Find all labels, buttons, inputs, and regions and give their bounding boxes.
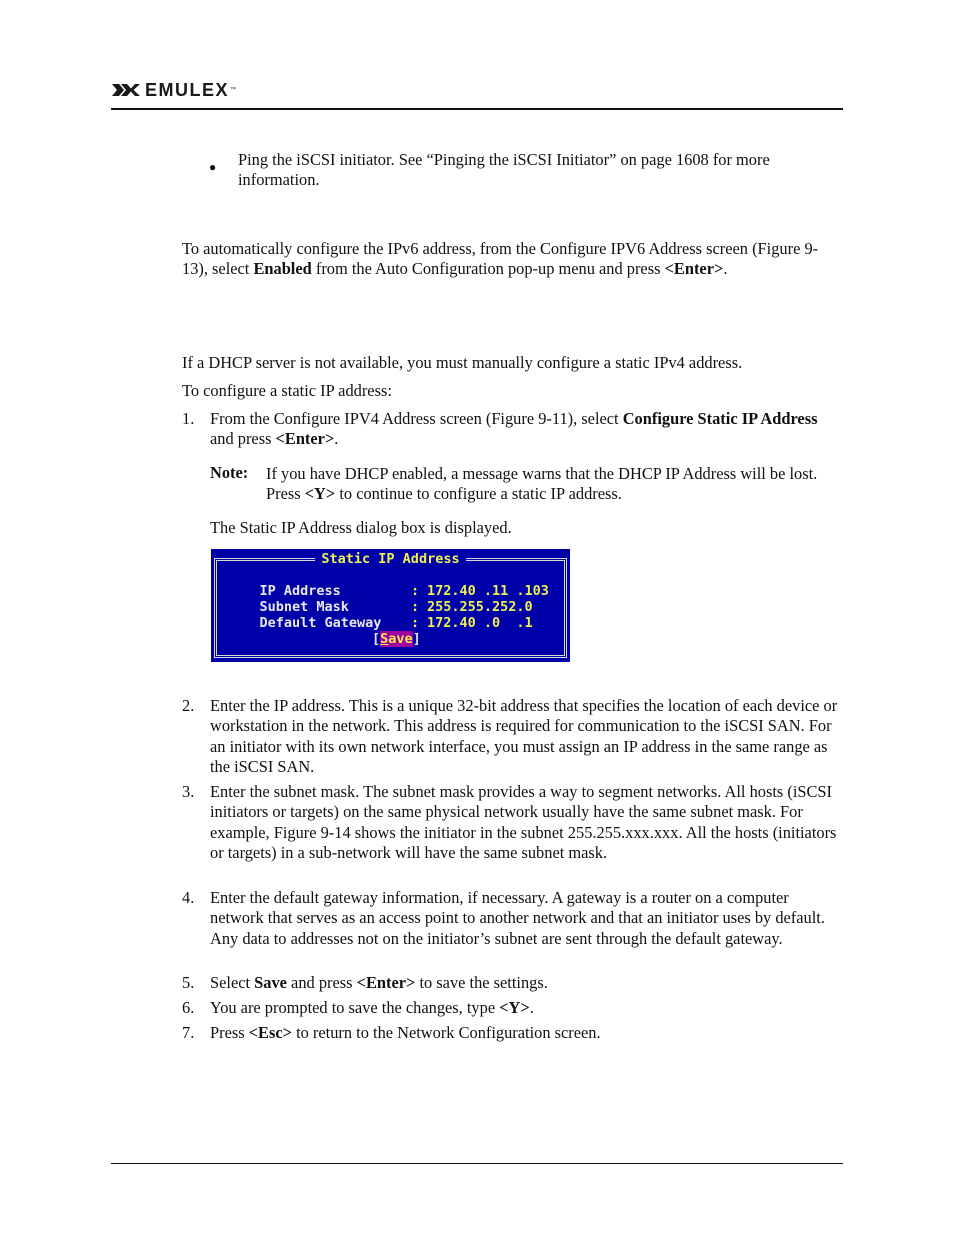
step-1-text: From the Configure IPV4 Address screen (Figure 9-11), select Configure Static IP Address and press <Enter>. xyxy=(210,409,818,449)
bullet-text: Ping the iSCSI initiator. See “Pinging the iSCSI Initiator” on page 1608 for more information. xyxy=(238,150,770,190)
save-bracket-open: [ xyxy=(372,631,381,647)
note-text: If you have DHCP enabled, a message warns that the DHCP IP Address will be lost. Press <Y> to continue to configure a static IP address. xyxy=(266,464,818,504)
logo-wordmark: EMULEX xyxy=(145,80,230,100)
step-6-text: You are prompted to save the changes, type <Y>. xyxy=(210,998,534,1017)
step-3-text: Enter the subnet mask. The subnet mask provides a way to segment networks. All hosts (iSCSI initiators or targets) on the same physical network usually have the same subnet mask. For example, Figure 9-14 shows the initiator in the subnet 255.255.xxx.xxx. All the hosts (initiators or targets) in a sub-network will have the same subnet mask. xyxy=(210,782,837,863)
step-5-number: 5. xyxy=(182,973,195,992)
default-gateway-value[interactable]: 172.40 .0 .1 xyxy=(427,615,533,631)
save-label-rest: ave xyxy=(388,631,413,647)
trademark-symbol: ™ xyxy=(230,87,237,93)
step-1-number: 1. xyxy=(182,409,195,428)
step-2-number: 2. xyxy=(182,696,195,715)
subnet-mask-value[interactable]: 255.255.252.0 xyxy=(427,599,533,615)
save-button-label[interactable] xyxy=(380,631,413,647)
step-4-text: Enter the default gateway information, if necessary. A gateway is a router on a computer network that serves as an access point to another network and that an initiator uses by default. Any data to addresses not on the initiator’s subnet are sent through the default gateway. xyxy=(210,888,825,948)
ip-address-separator: : xyxy=(411,583,420,599)
subnet-mask-label: Subnet Mask xyxy=(259,599,349,615)
header-rule xyxy=(111,108,843,110)
step-7-text: Press <Esc> to return to the Network Configuration screen. xyxy=(210,1023,601,1042)
step-2-text: Enter the IP address. This is a unique 32-bit address that specifies the location of each device or workstation in the network. This address is required for communication to the iSCSI SAN. For an initiator with its own network interface, you must assign an IP address in the same range as the iSCSI SAN. xyxy=(210,696,838,777)
save-hotkey: S xyxy=(380,631,389,647)
static-ip-dialog xyxy=(211,549,570,662)
step-3-number: 3. xyxy=(182,782,195,801)
ipv6-paragraph: To automatically configure the IPv6 address, from the Configure IPV6 Address screen (Figure 9-13), select Enabled from the Auto Configuration pop-up menu and press <Enter>. xyxy=(182,239,819,279)
emulex-mark-icon xyxy=(111,82,141,98)
footer-rule xyxy=(111,1163,843,1164)
default-gateway-label: Default Gateway xyxy=(259,615,382,631)
dialog-title: Static IP Address xyxy=(211,550,570,568)
note-label: Note: xyxy=(210,463,249,482)
subnet-mask-separator: : xyxy=(411,599,420,615)
default-gateway-separator: : xyxy=(411,615,420,631)
step-4-number: 4. xyxy=(182,888,195,907)
step-6-number: 6. xyxy=(182,998,195,1017)
static-lead: To configure a static IP address: xyxy=(182,381,392,400)
save-button[interactable] xyxy=(372,631,421,647)
bullet-icon: ● xyxy=(209,160,217,174)
ip-address-label: IP Address xyxy=(259,583,341,599)
ip-address-value[interactable]: 172.40 .11 .103 xyxy=(427,583,549,599)
static-intro: If a DHCP server is not available, you must manually configure a static IPv4 address. xyxy=(182,353,743,372)
save-bracket-close: ] xyxy=(412,631,421,647)
dialog-caption: The Static IP Address dialog box is displayed. xyxy=(210,518,512,537)
step-7-number: 7. xyxy=(182,1023,195,1042)
step-5-text: Select Save and press <Enter> to save the settings. xyxy=(210,973,548,992)
emulex-logo xyxy=(111,79,236,101)
